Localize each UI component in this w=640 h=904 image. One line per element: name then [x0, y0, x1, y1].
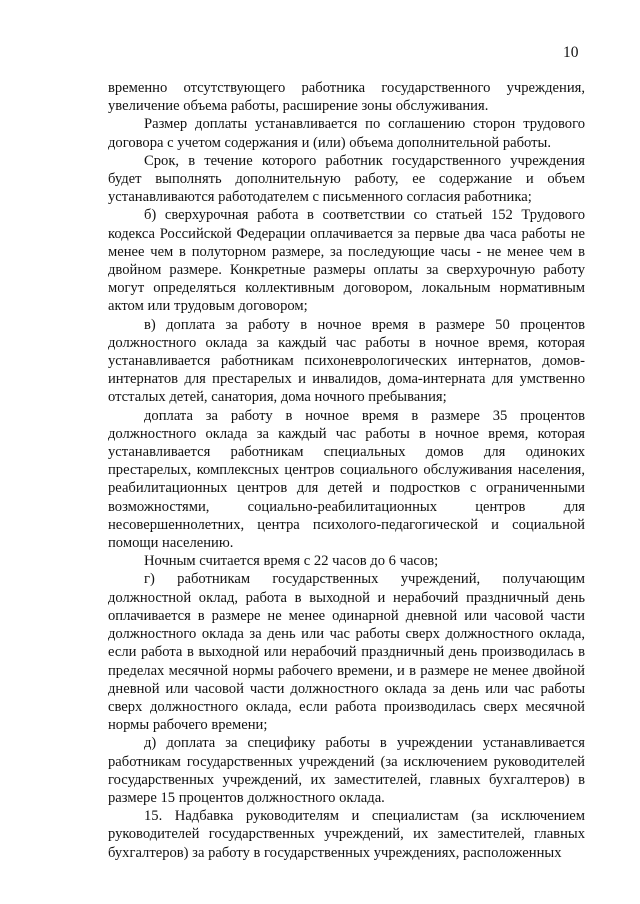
paragraph-10: 15. Надбавка руководителям и специалистам (за исключением руководителей государственных учреждений, их заместителей, главных бухгалтеров) за работу в государственных учреждениях, расположенных: [108, 808, 585, 861]
document-body: [108, 79, 585, 862]
paragraph-3: Срок, в течение которого работник государственного учреждения будет выполнять дополнительную работу, ее содержание и объем устанавливаются работодателем с письменного согласия работника;: [108, 152, 585, 206]
paragraph-7: Ночным считается время с 22 часов до 6 часов;: [144, 553, 439, 570]
page-number: 10: [563, 44, 579, 61]
paragraph-4: б) сверхурочная работа в соответствии со статьей 152 Трудового кодекса Российской Федерации оплачивается за первые два часа работы не менее чем в полуторном размере, за последующие часы - не менее чем в двойном размере. Конкретные размеры оплаты за сверхурочную работу могут определяться коллективным договором, локальным нормативным актом или трудовым договором;: [108, 207, 585, 315]
paragraph-1: временно отсутствующего работника государственного учреждения, увеличение объема работы, расширение зоны обслуживания.: [108, 80, 585, 115]
paragraph-9: д) доплата за специфику работы в учреждении устанавливается работникам государственных учреждений (за исключением руководителей государственных учреждений, их заместителей, главных бухгалтеров) в размере 15 процентов должностного оклада.: [108, 735, 585, 806]
paragraph-5: в) доплата за работу в ночное время в размере 50 процентов должностного оклада за каждый час работы в ночное время, которая устанавливается работникам психоневрологических интернатов, домов-интернатов для престарелых и инвалидов, дома-интерната для умственно отсталых детей, санатория, дома ночного пребывания;: [108, 316, 585, 406]
paragraph-8: г) работникам государственных учреждений, получающим должностной оклад, работа в выходной и нерабочий праздничный день оплачивается в размере не менее одинарной дневной или часовой части должностного оклада за день или час работы сверх должностного оклада, если работа в выходной или нерабочий праздничный день производилась в пределах месячной нормы рабочего времени, и в размере не менее двойной дневной или часовой части должностного оклада за день или час работы сверх должностного оклада, если работа производилась сверх месячной нормы рабочего времени;: [108, 571, 585, 734]
paragraph-2: Размер доплаты устанавливается по соглашению сторон трудового договора с учетом содержания и (или) объема дополнительной работы.: [108, 116, 585, 151]
paragraph-6: доплата за работу в ночное время в размере 35 процентов должностного оклада за каждый час работы в ночное время, которая устанавливается работникам специальных домов для одиноких престарелых, комплексных центров социального обслуживания населения, реабилитационных центров для детей и подростков с ограниченными возможностями, социально-реабилитационных центров для несовершеннолетних, центра психолого-педагогической и социальной помощи населению.: [108, 407, 585, 552]
